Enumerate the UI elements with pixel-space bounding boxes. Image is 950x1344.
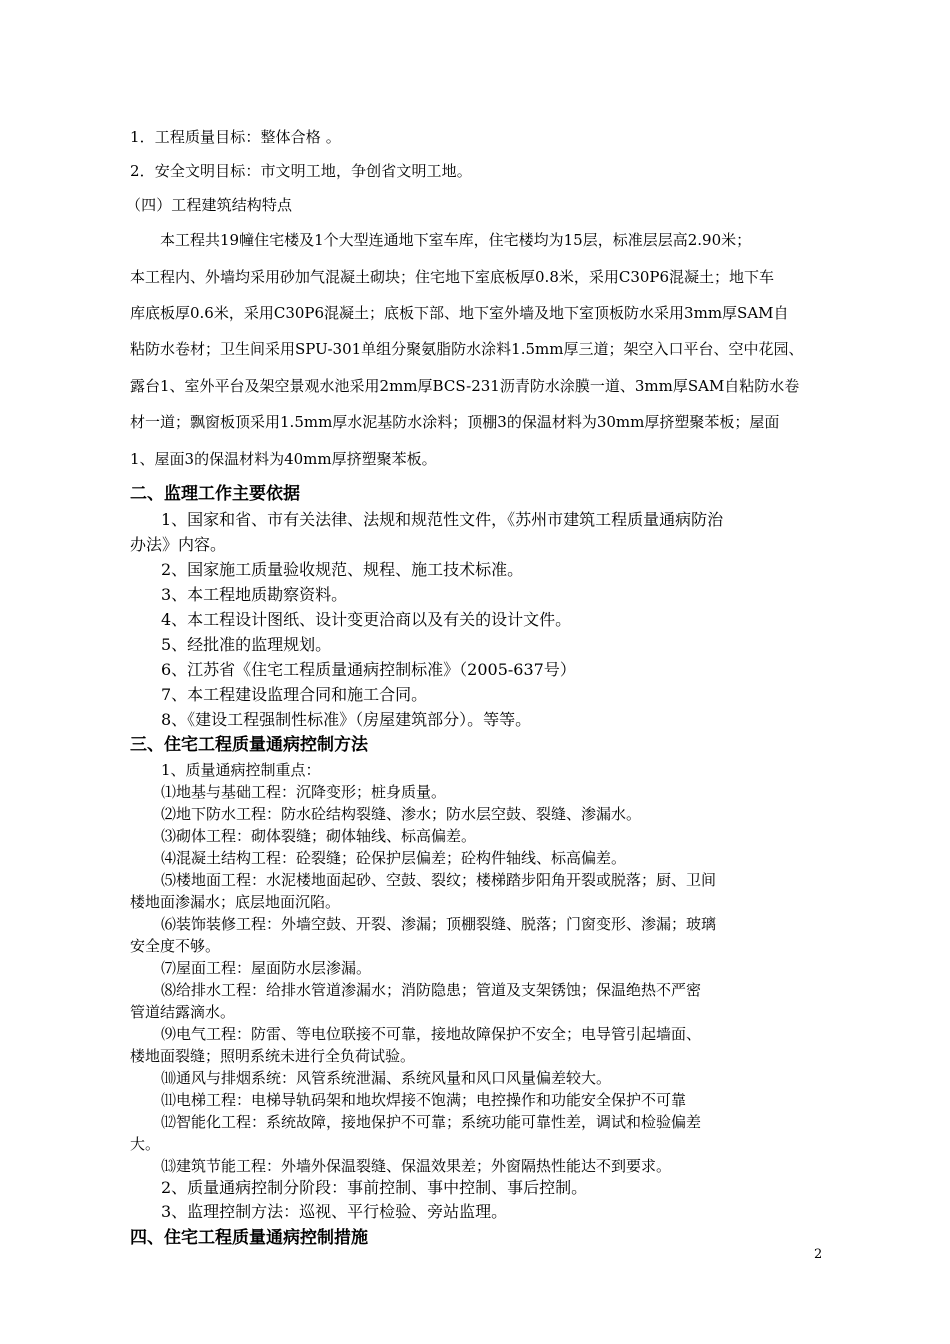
- structure-paragraph-line: 库底板厚0.6米，采用C30P6混凝土；底板下部、地下室外墙及地下室顶板防水采用3mm厚SAM自: [130, 304, 789, 322]
- control-item: ⑶砌体工程：砌体裂缝；砌体轴线、标高偏差。: [161, 827, 477, 845]
- structure-paragraph-line: 1、屋面3的保温材料为40mm厚挤塑聚苯板。: [130, 450, 437, 468]
- heading-control-measures: 四、住宅工程质量通病控制措施: [130, 1228, 368, 1248]
- control-item-cont: 安全度不够。: [130, 937, 221, 955]
- control-item: ⑸楼地面工程：水泥楼地面起砂、空鼓、裂纹；楼梯踏步阳角开裂或脱落；厨、卫间: [161, 871, 717, 889]
- control-item: ⑺屋面工程：屋面防水层渗漏。: [161, 959, 372, 977]
- control-item: ⑷混凝土结构工程：砼裂缝；砼保护层偏差；砼构件轴线、标高偏差。: [161, 849, 627, 867]
- structure-paragraph-line: 本工程内、外墙均采用砂加气混凝土砌块；住宅地下室底板厚0.8米，采用C30P6混凝土；地下车: [130, 268, 775, 286]
- page-number: 2: [814, 1247, 823, 1262]
- basis-item: 3、本工程地质勘察资料。: [161, 585, 348, 604]
- structure-paragraph-line: 材一道；飘窗板顶采用1.5mm厚水泥基防水涂料；顶棚3的保温材料为30mm厚挤塑聚苯板；屋面: [130, 413, 780, 431]
- control-stages: 2、质量通病控制分阶段：事前控制、事中控制、事后控制。: [161, 1178, 588, 1197]
- control-key-points: 1、质量通病控制重点：: [161, 761, 321, 779]
- control-item-cont: 大。: [130, 1135, 161, 1153]
- basis-item: 6、江苏省《住宅工程质量通病控制标准》（2005-637号）: [161, 660, 576, 679]
- control-item: ⑼电气工程：防雷、等电位联接不可靠，接地故障保护不安全；电导管引起墙面、: [161, 1025, 702, 1043]
- control-item: ⑹装饰装修工程：外墙空鼓、开裂、渗漏；顶棚裂缝、脱落；门窗变形、渗漏；玻璃: [161, 915, 717, 933]
- control-item-cont: 楼地面渗漏水；底层地面沉陷。: [130, 893, 341, 911]
- basis-item: 1、国家和省、市有关法律、法规和规范性文件，《苏州市建筑工程质量通病防治: [161, 510, 724, 529]
- control-item-cont: 管道结露滴水。: [130, 1003, 236, 1021]
- basis-item: 8、《建设工程强制性标准》（房屋建筑部分）。等等。: [161, 710, 532, 729]
- control-item: ⑴地基与基础工程：沉降变形；桩身质量。: [161, 783, 447, 801]
- section-heading-structure: （四）工程建筑结构特点: [126, 196, 293, 214]
- structure-paragraph-line: 本工程共19幢住宅楼及1个大型连通地下室车库，住宅楼均为15层，标准层层高2.90米；: [160, 231, 752, 249]
- structure-paragraph-line: 露台1、室外平台及架空景观水池采用2mm厚BCS-231沥青防水涂膜一道、3mm厚SAM自粘防水卷: [130, 377, 800, 395]
- basis-item: 7、本工程建设监理合同和施工合同。: [161, 685, 428, 704]
- safety-goal: 2．安全文明目标：市文明工地，争创省文明工地。: [130, 162, 472, 180]
- basis-item: 4、本工程设计图纸、设计变更洽商以及有关的设计文件。: [161, 610, 572, 629]
- control-item: ⑵地下防水工程：防水砼结构裂缝、渗水；防水层空鼓、裂缝、渗漏水。: [161, 805, 642, 823]
- basis-item: 5、经批准的监理规划。: [161, 635, 332, 654]
- control-item-cont: 楼地面裂缝；照明系统未进行全负荷试验。: [130, 1047, 416, 1065]
- control-item: ⑻给排水工程：给排水管道渗漏水；消防隐患；管道及支架锈蚀；保温绝热不严密: [161, 981, 702, 999]
- control-methods: 3、监理控制方法：巡视、平行检验、旁站监理。: [161, 1202, 508, 1221]
- basis-item-cont: 办法》内容。: [130, 535, 227, 554]
- control-item: ⑽通风与排烟系统：风管系统泄漏、系统风量和风口风量偏差较大。: [161, 1069, 612, 1087]
- control-item: ⒀建筑节能工程：外墙外保温裂缝、保温效果差；外窗隔热性能达不到要求。: [161, 1157, 672, 1175]
- basis-item: 2、国家施工质量验收规范、规程、施工技术标准。: [161, 560, 524, 579]
- control-item: ⑿智能化工程：系统故障，接地保护不可靠；系统功能可靠性差，调试和检验偏差: [161, 1113, 702, 1131]
- control-item: ⑾电梯工程：电梯导轨码架和地坎焊接不饱满；电控操作和功能安全保护不可靠: [161, 1091, 687, 1109]
- structure-paragraph-line: 粘防水卷材；卫生间采用SPU-301单组分聚氨脂防水涂料1.5mm厚三道；架空入口平台、空中花园、: [130, 340, 804, 358]
- heading-control-methods: 三、住宅工程质量通病控制方法: [130, 735, 368, 755]
- quality-goal: 1．工程质量目标：整体合格 。: [130, 128, 341, 146]
- heading-basis: 二、监理工作主要依据: [130, 484, 300, 504]
